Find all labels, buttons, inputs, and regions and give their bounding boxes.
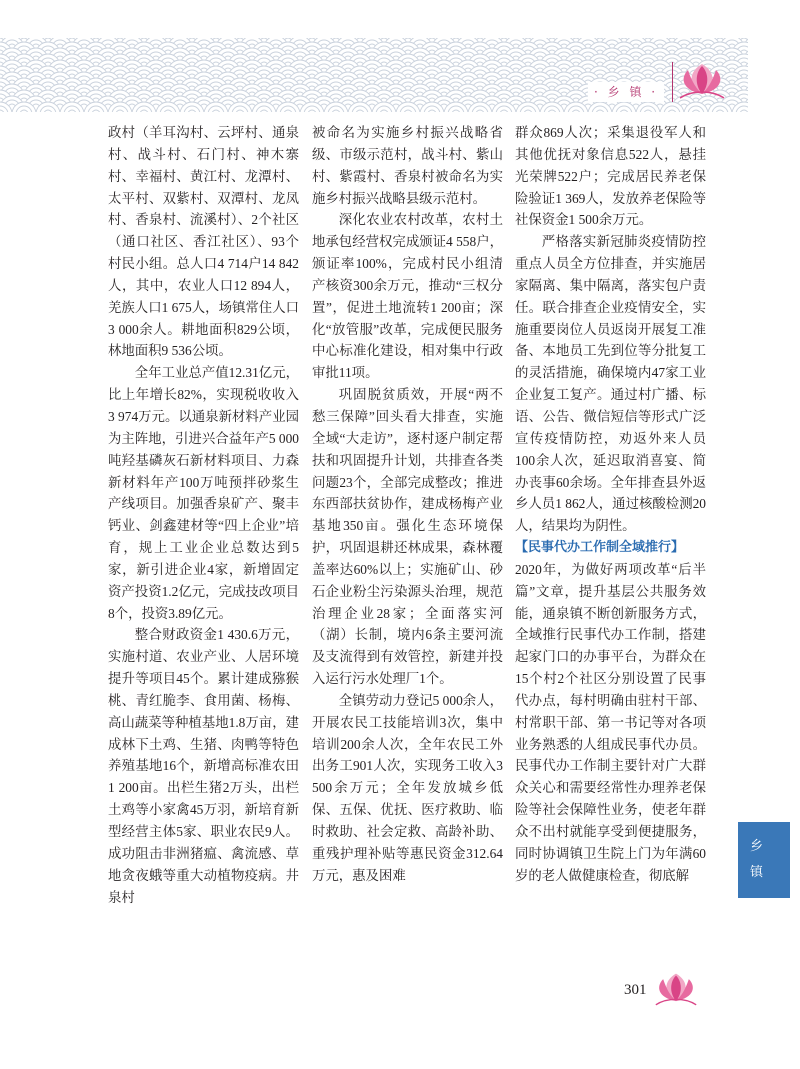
chapter-side-tab xyxy=(738,822,790,898)
paragraph: 政村（羊耳沟村、云坪村、通泉村、战斗村、石门村、神木寨村、幸福村、黄江村、龙潭村、太平村、双紫村、双潭村、龙凤村、香泉村、流溪村）、2个社区（通口社区、香江社区）、93个村民小组。总人口4 714户14 842人，其中，农业人口12 894人，羌族人口1 675人，场镇常住人口3 000余人。耕地面积829公顷，林地面积9 536公顷。 xyxy=(108,125,299,359)
lotus-icon xyxy=(678,60,726,108)
paragraph: 群众869人次；采集退役军人和其他优抚对象信息522人，悬挂光荣牌522户；完成居民养老保险验证1 369人，发放养老保险等社保资金1 500余万元。 xyxy=(515,125,706,228)
paragraph: 全镇劳动力登记5 000余人，开展农民工技能培训3次，集中培训200余人次，全年农民工外出务工901人次，实现务工收入3 500余万元；全年发放城乡低保、五保、优抚、医疗救助、临时救助、社会定救、高龄补助、重残护理补贴等惠民资金312.64万元，惠及困难 xyxy=(312,692,503,883)
text-column-1 xyxy=(108,122,299,908)
paragraph: 整合财政资金1 430.6万元，实施村道、农业产业、人居环境提升等项目45个。累计建成猕猴桃、青红脆李、食用菌、杨梅、高山蔬菜等种植基地1.8万亩，建成林下土鸡、生猪、肉鸭等特色养殖基地16个，新增高标准农田1 200亩。出栏生猪2万头，出栏土鸡等小家禽45万羽，新培育新型经营主体5家、职业农民9人。成功阻击非洲猪瘟、禽流感、草地贪夜蛾等重大动植物疫病。井泉村 xyxy=(108,627,299,905)
lotus-icon xyxy=(654,970,698,1014)
paragraph: 全年工业总产值12.31亿元，比上年增长82%，实现税收收入3 974万元。以通泉新材料产业园为主阵地，引进兴合益年产5 000吨羟基磷灰石新材料项目、力森新材料年产100万吨预拌砂浆生产线项目。加强香泉矿产、聚丰钙业、剑鑫建材等“四上企业”培育，规上工业企业总数达到5家，新引进企业4家，新增固定资产投资1.2亿元，完成技改项目8个，投资3.89亿元。 xyxy=(108,365,299,621)
text-column-2 xyxy=(312,122,503,887)
paragraph: 巩固脱贫质效，开展“两不愁三保障”回头看大排查，实施全域“大走访”，逐村逐户制定帮扶和巩固提升计划，共排查各类问题23个，全部完成整改；推进东西部扶贫协作，建成杨梅产业基地350亩。强化生态环境保护，巩固退耕还林成果，森林覆盖率达60%以上；实施矿山、砂石企业粉尘污染源头治理，规范治理企业28家；全面落实河（湖）长制，境内6条主要河流及支流得到有效管控，新建并投入运行污水处理厂1个。 xyxy=(312,387,503,687)
header-divider xyxy=(672,62,673,102)
paragraph: 深化农业农村改革，农村土地承包经营权完成颁证4 558户，颁证率100%，完成村民小组清产核资300余万元，推动“三权分置”，促进土地流转1 200亩；深化“放管服”改革，完成便民服务中心标准化建设，相对集中行政审批11项。 xyxy=(312,212,503,381)
side-tab-char: 镇 xyxy=(750,865,764,880)
wave-scales xyxy=(0,24,768,120)
paragraph: 严格落实新冠肺炎疫情防控重点人员全方位排查，并实施居家隔离、集中隔离，落实包户责任。联合排查企业疫情安全，实施重要岗位人员返岗开展复工准备、本地员工先到位等分批复工的灵活措施，确保境内47家工业企业复工复产。通过村广播、标语、公告、微信短信等形式广泛宣传疫情防控，劝返外来人员100余人次，延迟取消喜宴、简办丧事60余场。全年排查县外返乡人员1 862人，通过核酸检测20人，结果均为阴性。 xyxy=(515,234,706,534)
running-header-section: · 乡 镇 · xyxy=(588,82,664,102)
section-heading: 【民事代办工作制全域推行】 xyxy=(515,540,685,556)
side-tab-char: 乡 xyxy=(750,839,764,854)
section-paragraph: 2020年，为做好两项改革“后半篇”文章，提升基层公共服务效能，通泉镇不断创新服务方式，全域推行民事代办工作制，搭建起家门口的办事平台，为群众在15个村2个社区分别设置了民事代办点，每村明确由驻村干部、村常职干部、第一书记等对各项业务熟悉的人组成民事代办员。民事代办工作制主要针对广大群众关心和需要经常性办理养老保险等社会保障性业务，使老年群众不出村就能享受到便捷服务，同时协调镇卫生院上门为年满60岁的老人做健康检查，彻底解 xyxy=(515,561,706,883)
paragraph: 被命名为实施乡村振兴战略省级、市级示范村，战斗村、紫山村、紫霞村、香泉村被命名为实施乡村振兴战略县级示范村。 xyxy=(312,125,503,206)
text-column-3 xyxy=(515,122,706,887)
page-number: 301 xyxy=(624,982,647,998)
